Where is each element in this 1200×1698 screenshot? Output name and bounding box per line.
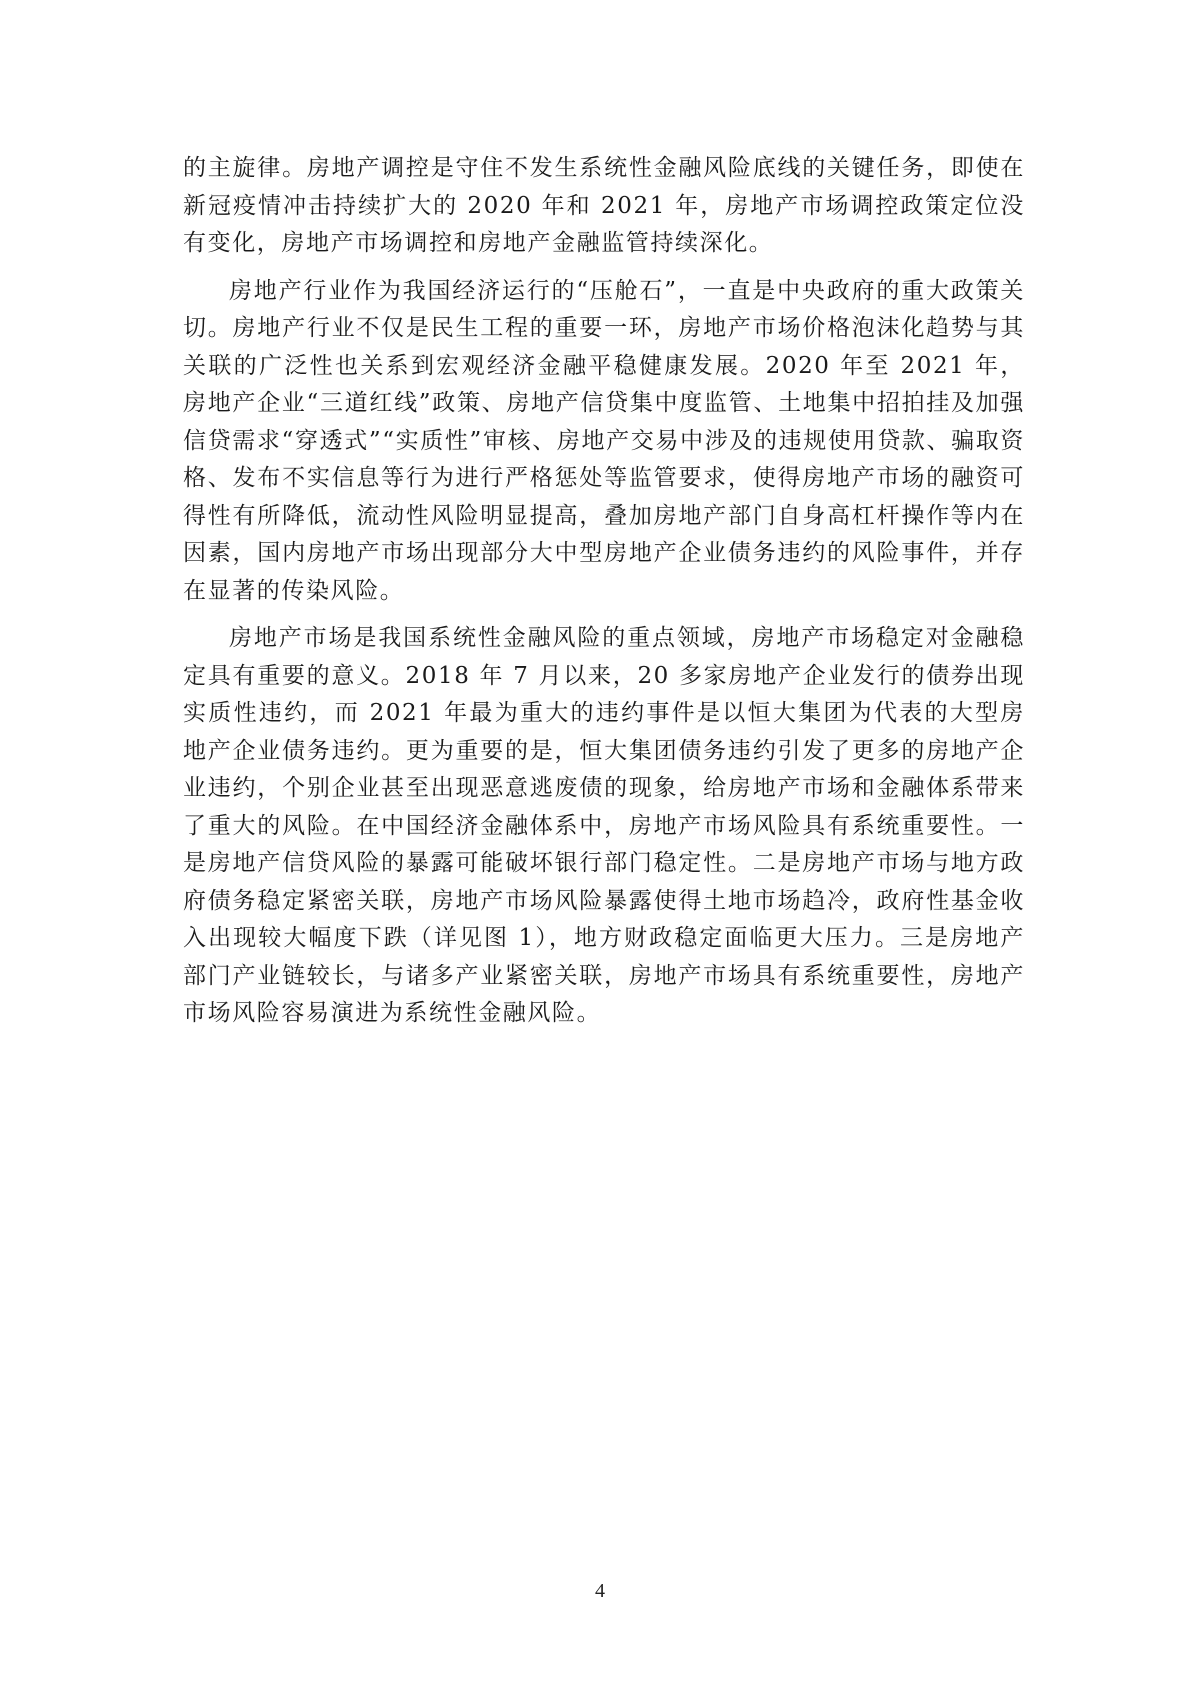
paragraph-continued: 的主旋律。房地产调控是守住不发生系统性金融风险底线的关键任务，即使在新冠疫情冲击持续扩大的 2020 年和 2021 年，房地产市场调控政策定位没有变化，房地产市场调控和房地产金融监管持续深化。 (183, 155, 1025, 256)
page-number: 4 (595, 1580, 605, 1602)
paragraph-systemic-risk: 房地产市场是我国系统性金融风险的重点领域，房地产市场稳定对金融稳定具有重要的意义。2018 年 7 月以来，20 多家房地产企业发行的债券出现实质性违约，而 2021 年最为重大的违约事件是以恒大集团为代表的大型房地产企业债务违约。更为重要的是，恒大集团债务违约引发了更多的房地产企业违约，个别企业甚至出现恶意逃废债的现象，给房地产市场和金融体系带来了重大的风险。在中国经济金融体系中，房地产市场风险具有系统重要性。一是房地产信贷风险的暴露可能破坏银行部门稳定性。二是房地产市场与地方政府债务稳定紧密关联，房地产市场风险暴露使得土地市场趋冷，政府性基金收入出现较大幅度下跌（详见图 1），地方财政稳定面临更大压力。三是房地产部门产业链较长，与诸多产业紧密关联，房地产市场具有系统重要性，房地产市场风险容易演进为系统性金融风险。 (183, 625, 1025, 1026)
paragraph-real-estate-ballast: 房地产行业作为我国经济运行的“压舱石”，一直是中央政府的重大政策关切。房地产行业不仅是民生工程的重要一环，房地产市场价格泡沫化趋势与其关联的广泛性也关系到宏观经济金融平稳健康发展。2020 年至 2021 年，房地产企业“三道红线”政策、房地产信贷集中度监管、土地集中招拍挂及加强信贷需求“穿透式”“实质性”审核、房地产交易中涉及的违规使用贷款、骗取资格、发布不实信息等行为进行严格惩处等监管要求，使得房地产市场的融资可得性有所降低，流动性风险明显提高，叠加房地产部门自身高杠杆操作等内在因素，国内房地产市场出现部分大中型房地产企业债务违约的风险事件，并存在显著的传染风险。 (183, 277, 1025, 604)
body-text (183, 150, 1025, 1033)
